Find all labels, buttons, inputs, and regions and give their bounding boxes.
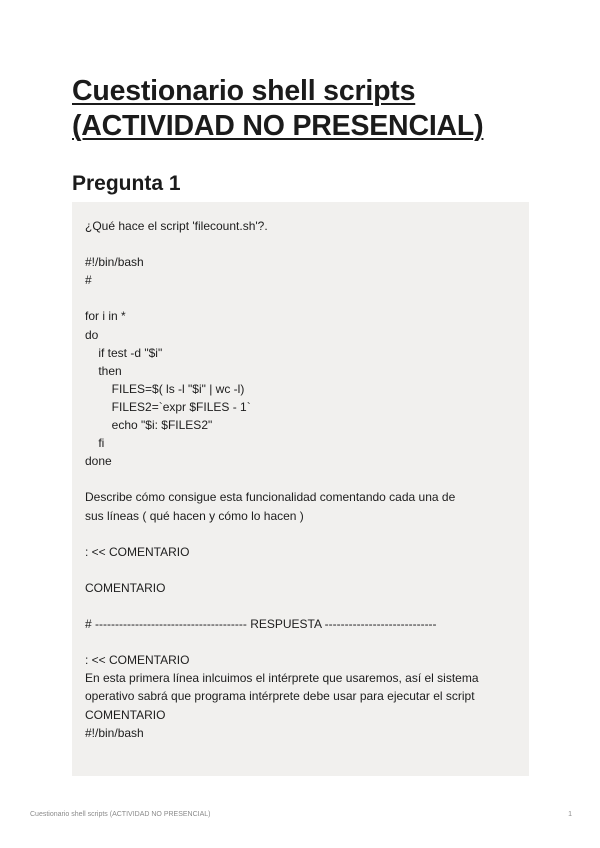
- question-line: : << COMENTARIO: [85, 544, 190, 559]
- question-line: COMENTARIO: [85, 707, 166, 722]
- question-line: [85, 597, 529, 615]
- question-line: [85, 525, 529, 543]
- question-line: [85, 470, 529, 488]
- question-line: [85, 289, 529, 307]
- question-line: En esta primera línea inlcuimos el intérprete que usaremos, así el sistema: [85, 671, 479, 686]
- question-line: ¿Qué hace el script 'filecount.sh'?.: [85, 219, 268, 233]
- question-line: for i in *: [85, 309, 126, 324]
- question-line: if test -d "$i": [85, 345, 163, 360]
- question-line: do: [85, 327, 99, 342]
- question-line: COMENTARIO: [85, 580, 166, 595]
- title-line-2: (ACTIVIDAD NO PRESENCIAL): [72, 110, 484, 142]
- question-lines: [85, 217, 529, 742]
- question-line: sus líneas ( qué hacen y cómo lo hacen ): [85, 508, 304, 523]
- footer-page-number: 1: [568, 811, 572, 818]
- question-heading: Pregunta 1: [72, 172, 181, 195]
- question-line: fi: [85, 436, 105, 451]
- question-line: : << COMENTARIO: [85, 653, 190, 668]
- footer-doc-title: Cuestionario shell scripts (ACTIVIDAD NO PRESENCIAL): [30, 811, 211, 818]
- question-line: then: [85, 363, 122, 378]
- question-line: [85, 633, 529, 651]
- question-line: operativo sabrá que programa intérprete debe usar para ejecutar el script: [85, 689, 475, 704]
- question-line: echo "$i: $FILES2": [85, 418, 213, 433]
- question-line: FILES2=`expr $FILES - 1`: [85, 399, 251, 414]
- question-line: [85, 561, 529, 579]
- question-line: Describe cómo consigue esta funcionalidad comentando cada una de: [85, 490, 456, 505]
- question-code-block: [72, 202, 529, 776]
- question-line: # -------------------------------------- RESPUESTA ----------------------------: [85, 617, 437, 632]
- question-line: FILES=$( ls -l "$i" | wc -l): [85, 381, 245, 396]
- question-line: #!/bin/bash: [85, 255, 144, 270]
- question-line: #!/bin/bash: [85, 725, 144, 740]
- question-line: done: [85, 454, 112, 469]
- title-line-1: Cuestionario shell scripts: [72, 75, 416, 107]
- question-line: [85, 235, 529, 253]
- question-line: #: [85, 273, 92, 288]
- document-title: [72, 74, 542, 144]
